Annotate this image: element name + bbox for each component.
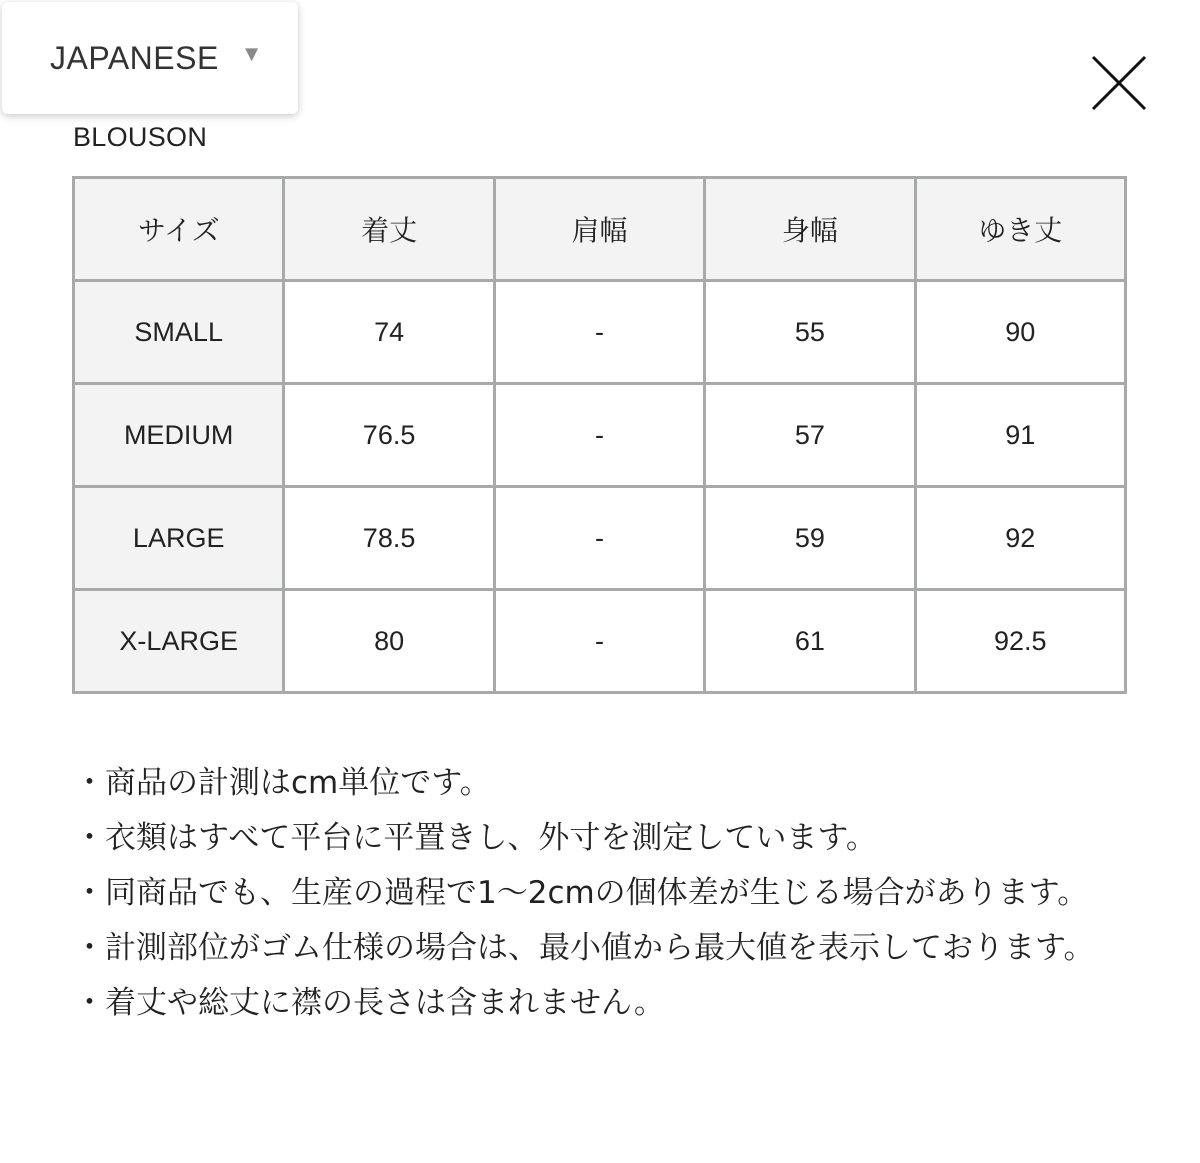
header-size: サイズ [74, 178, 284, 281]
note-item: ・計測部位がゴム仕様の場合は、最小値から最大値を表示しております。 [74, 930, 1095, 966]
header-chest: 身幅 [705, 178, 915, 281]
note-item: ・衣類はすべて平台に平置きし、外寸を測定しています。 [74, 820, 877, 856]
table-cell: LARGE [74, 487, 284, 590]
table-cell: 57 [705, 384, 915, 487]
table-cell: 78.5 [284, 487, 494, 590]
header-shoulder: 肩幅 [494, 178, 704, 281]
table-cell: 92 [915, 487, 1125, 590]
table-row [74, 590, 1126, 693]
table-cell: MEDIUM [74, 384, 284, 487]
table-cell: - [494, 487, 704, 590]
table-cell: X-LARGE [74, 590, 284, 693]
language-select[interactable] [2, 2, 298, 114]
language-select-label: JAPANESE [50, 39, 219, 76]
note-item: ・同商品でも、生産の過程で1〜2cmの個体差が生じる場合があります。 [74, 875, 1089, 911]
table-cell: - [494, 384, 704, 487]
header-length: 着丈 [284, 178, 494, 281]
section-title: BLOUSON [73, 122, 208, 152]
table-cell: 76.5 [284, 384, 494, 487]
note-item: ・商品の計測はcm単位です。 [74, 765, 491, 801]
table-header-row [74, 178, 1126, 281]
table-cell: 91 [915, 384, 1125, 487]
close-icon [1090, 54, 1148, 112]
table-cell: 90 [915, 281, 1125, 384]
header-sleeve: ゆき丈 [915, 178, 1125, 281]
close-button[interactable] [1090, 54, 1148, 112]
table-cell: 74 [284, 281, 494, 384]
measurement-notes [74, 756, 1134, 1031]
table-cell: - [494, 590, 704, 693]
table-cell: 80 [284, 590, 494, 693]
table-cell: 55 [705, 281, 915, 384]
table-cell: 61 [705, 590, 915, 693]
chevron-down-icon: ▼ [240, 41, 263, 66]
table-row [74, 384, 1126, 487]
size-table [72, 176, 1127, 694]
table-cell: 59 [705, 487, 915, 590]
table-row [74, 281, 1126, 384]
note-item: ・着丈や総丈に襟の長さは含まれません。 [74, 985, 665, 1021]
table-cell: 92.5 [915, 590, 1125, 693]
table-cell: SMALL [74, 281, 284, 384]
table-cell: - [494, 281, 704, 384]
table-row [74, 487, 1126, 590]
